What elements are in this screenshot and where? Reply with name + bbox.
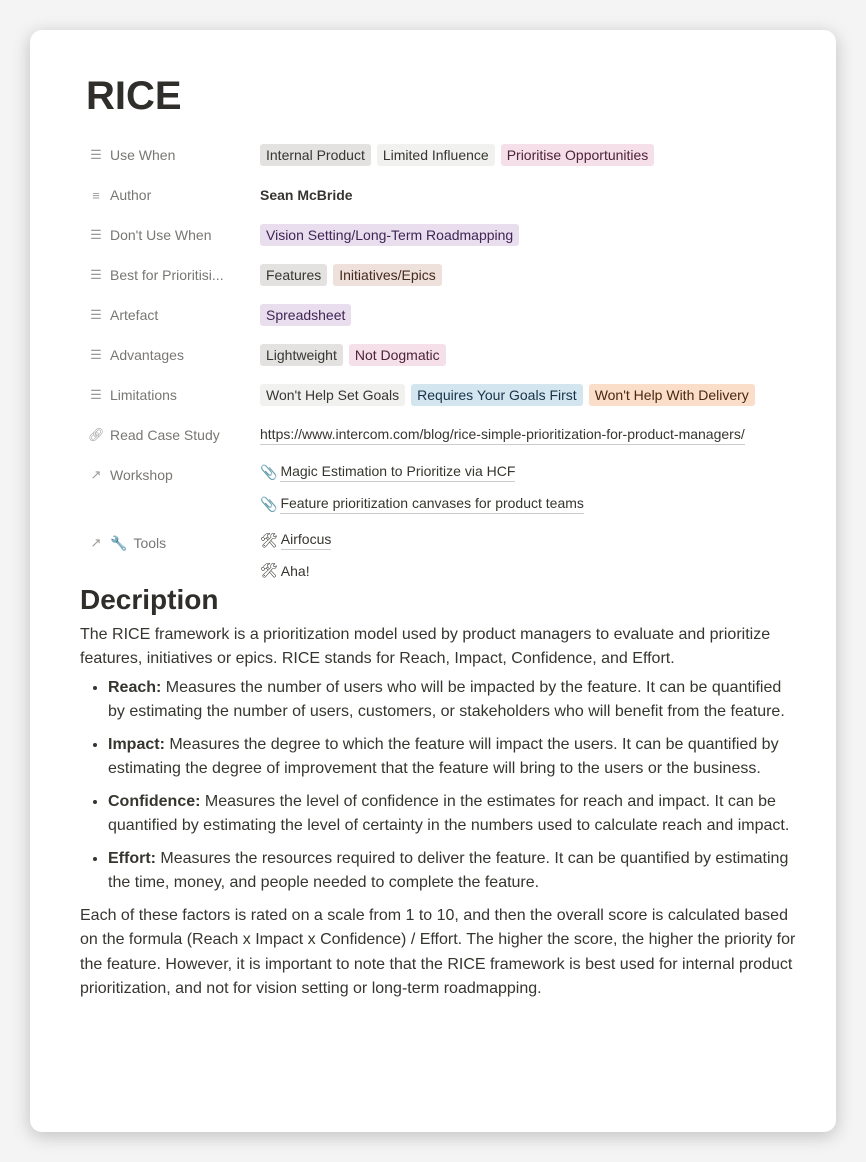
link-text: Aha! — [280, 562, 310, 579]
term: Confidence: — [108, 792, 201, 810]
prop-label[interactable] — [88, 262, 260, 288]
label-text: Don't Use When — [110, 227, 212, 243]
list-icon: ☰ — [90, 147, 102, 162]
tools-icon: 🛠 — [260, 562, 278, 578]
factor-list — [108, 676, 800, 896]
tag: Not Dogmatic — [349, 344, 446, 366]
label-text: Best for Prioritisi... — [110, 267, 224, 283]
list-item — [108, 790, 800, 839]
text-icon: ≡ — [92, 187, 100, 203]
tool-link[interactable] — [260, 562, 310, 579]
prop-value — [260, 530, 828, 579]
tag: Lightweight — [260, 344, 343, 366]
tag: Initiatives/Epics — [333, 264, 441, 286]
prop-value[interactable] — [260, 182, 828, 208]
description-outro: Each of these factors is rated on a scale from 1 to 10, and then the overall score is calculated based on the formula (Reach x Impact x Confidence) / Effort. The higher the score, the higher the priority for the feature. However, it is important to note that the RICE framework is best used for internal product prioritization, and not for vision setting or long-term roadmapping. — [80, 906, 796, 997]
prop-case-study — [88, 422, 828, 462]
label-text: Advantages — [110, 347, 184, 363]
term: Impact: — [108, 735, 165, 753]
prop-limitations — [88, 382, 828, 422]
prop-label[interactable] — [88, 382, 260, 408]
arrow-up-right-icon: ↗ — [90, 467, 102, 482]
prop-advantages — [88, 342, 828, 382]
tag: Won't Help With Delivery — [589, 384, 755, 406]
workshop-link[interactable] — [260, 494, 584, 514]
list-icon: ☰ — [90, 387, 102, 402]
paperclip-icon: 📎 — [260, 495, 278, 512]
label-text: Use When — [110, 147, 176, 163]
description-heading: Decription — [80, 584, 219, 615]
description — [80, 584, 800, 1002]
term-text: Measures the number of users who will be impacted by the feature. It can be quantified by estimating the number of users, customers, or stakeholders who will benefit from the feature. — [108, 678, 785, 720]
prop-workshop — [88, 462, 828, 530]
prop-dont-use-when — [88, 222, 828, 262]
term-text: Measures the level of confidence in the estimates for reach and impact. It can be quantified by estimating the level of certainty in the numbers used to calculate reach and impact. — [108, 792, 790, 834]
link-text: Airfocus — [281, 530, 332, 550]
link-icon: 🔗︎ — [88, 427, 105, 442]
prop-author — [88, 182, 828, 222]
wrench-icon: 🔧 — [110, 534, 128, 551]
tools-icon: 🛠 — [260, 531, 278, 548]
label-text: Workshop — [110, 467, 173, 483]
paperclip-icon: 📎 — [260, 463, 278, 480]
tag: Limited Influence — [377, 144, 495, 166]
page-title: RICE — [86, 74, 182, 118]
link-text: Feature prioritization canvases for product teams — [280, 494, 583, 514]
prop-label[interactable] — [88, 302, 260, 328]
prop-label[interactable] — [88, 462, 260, 488]
term-text: Measures the resources required to deliver the feature. It can be quantified by estimating the time, money, and people needed to complete the feature. — [108, 849, 789, 891]
prop-label[interactable] — [88, 342, 260, 368]
prop-use-when — [88, 142, 828, 182]
arrow-up-right-icon: ↗ — [90, 535, 102, 550]
term: Effort: — [108, 849, 156, 867]
prop-value — [260, 462, 828, 514]
tag: Requires Your Goals First — [411, 384, 583, 406]
prop-label[interactable] — [88, 182, 260, 208]
prop-value[interactable] — [260, 142, 828, 168]
tag: Won't Help Set Goals — [260, 384, 405, 406]
properties — [88, 142, 828, 579]
term-text: Measures the degree to which the feature will impact the users. It can be quantified by estimating the degree of improvement that the feature will bring to the users or the business. — [108, 735, 779, 777]
list-icon: ☰ — [90, 267, 102, 282]
prop-value[interactable] — [260, 262, 828, 288]
page-card — [30, 30, 836, 1132]
label-text: Artefact — [110, 307, 159, 323]
tag: Internal Product — [260, 144, 371, 166]
tag: Spreadsheet — [260, 304, 351, 326]
prop-best-for — [88, 262, 828, 302]
tag: Vision Setting/Long-Term Roadmapping — [260, 224, 519, 246]
prop-label[interactable] — [88, 222, 260, 248]
prop-artefact — [88, 302, 828, 342]
prop-value[interactable] — [260, 382, 828, 408]
list-item — [108, 733, 800, 782]
list-item — [108, 676, 800, 725]
prop-value[interactable] — [260, 302, 828, 328]
prop-tools — [88, 530, 828, 579]
label-text: Author — [110, 187, 152, 203]
workshop-link[interactable] — [260, 462, 515, 482]
prop-label[interactable] — [88, 530, 260, 556]
prop-value — [260, 422, 828, 448]
list-item — [108, 847, 800, 896]
list-icon: ☰ — [90, 227, 102, 242]
tool-link[interactable] — [260, 530, 331, 550]
label-text: Tools — [133, 535, 167, 551]
tag: Prioritise Opportunities — [501, 144, 655, 166]
label-text: Limitations — [110, 387, 177, 403]
label-text: Read Case Study — [110, 427, 220, 443]
author-name: Sean McBride — [260, 187, 353, 203]
prop-value[interactable] — [260, 342, 828, 368]
link-text: Magic Estimation to Prioritize via HCF — [280, 462, 515, 482]
prop-label[interactable] — [88, 142, 260, 168]
list-icon: ☰ — [90, 347, 102, 362]
term: Reach: — [108, 678, 162, 696]
list-icon: ☰ — [90, 307, 102, 322]
case-study-link[interactable]: https://www.intercom.com/blog/rice-simple-prioritization-for-product-managers/ — [260, 425, 745, 445]
prop-label[interactable] — [88, 422, 260, 448]
prop-value[interactable] — [260, 222, 828, 248]
description-intro: The RICE framework is a prioritization model used by product managers to evaluate and prioritize features, initiatives or epics. RICE stands for Reach, Impact, Confidence, and Effort. — [80, 625, 771, 667]
tag: Features — [260, 264, 327, 286]
